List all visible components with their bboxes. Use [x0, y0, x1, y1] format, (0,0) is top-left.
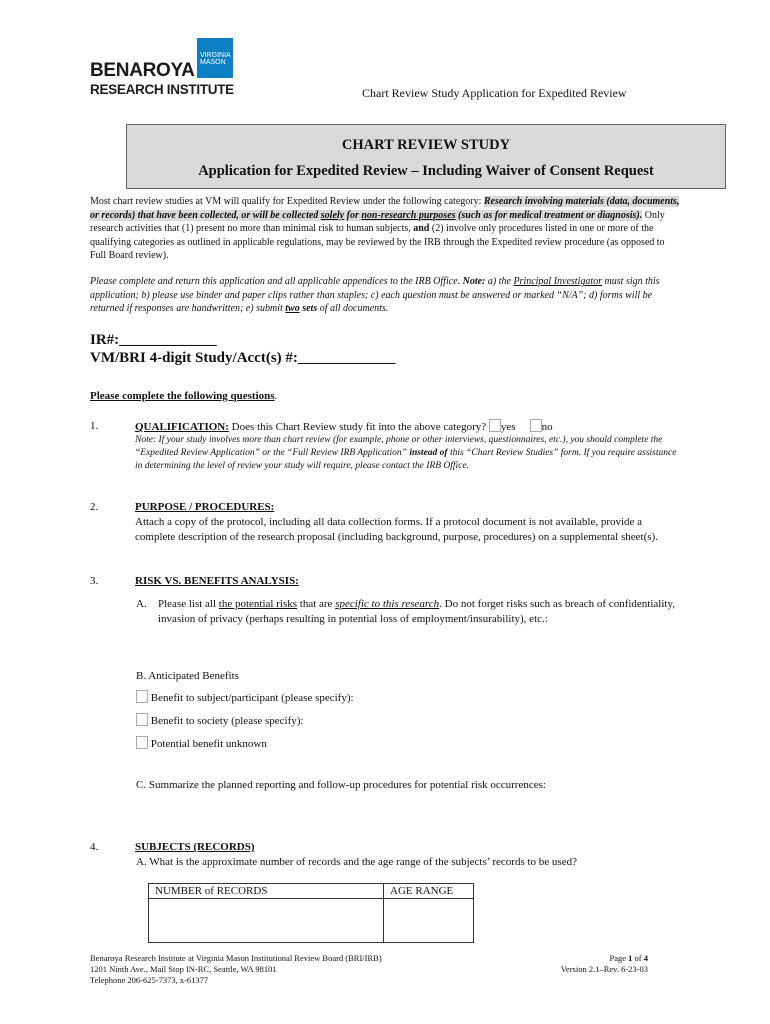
q4a-text: A. What is the approximate number of records and the age range of the subjects’ records to be used? — [136, 856, 577, 868]
q3a-text1: Please list all — [158, 598, 219, 610]
instructions-paragraph — [90, 275, 680, 316]
col-number-of-records: NUMBER of RECORDS — [149, 884, 384, 899]
q2-number: 2. — [90, 501, 99, 513]
q4-label: SUBJECTS (RECORDS) — [135, 841, 255, 853]
intro-paragraph — [90, 195, 680, 263]
title-box — [126, 124, 726, 189]
q3-number: 3. — [90, 575, 99, 587]
page-indicator — [561, 953, 648, 964]
q1-question: Does this Chart Review study fit into the above category? — [228, 421, 489, 433]
col-age-range: AGE RANGE — [384, 884, 474, 899]
footer-line2: 1201 Ninth Ave., Mail Stop IN-RC, Seattle, WA 98101 — [90, 964, 277, 974]
q2-text: Attach a copy of the protocol, including all data collection forms. If a protocol document is not available, provide a complete description of the research proposal (including background, purpose, procedures) on a supplemental sheet(s). — [135, 516, 658, 543]
complete-heading — [90, 389, 277, 404]
intro-hl-text: Research involving materials (data, documents, or records) that have been collected, or will be collected — [90, 196, 680, 221]
footer-line3: Telephone 206-625-7373, x-61377 — [90, 975, 209, 985]
table-header-row — [149, 884, 474, 899]
instr-two: two — [285, 303, 300, 314]
benefit-row-2 — [136, 713, 303, 729]
title-line1: CHART REVIEW STUDY — [341, 137, 511, 153]
q3a-specific: specific to this research — [335, 598, 440, 610]
intro-and: and — [413, 223, 430, 234]
q1-yes-label: yes — [500, 421, 516, 433]
intro-hl-for: for — [344, 209, 362, 221]
q1-label: QUALIFICATION: — [135, 421, 229, 433]
instr-text-c: must sign this application; b) please use binder and paper clips rather than staples; c) each question must be answered or marked “N/A”; d) forms will be returned if responses are handwritten; e) submit — [90, 276, 660, 314]
q1-note-text-b: this “Chart Review Studies” form. If you require assistance in determining the level of review your study will require, please contact the IRB Office. — [135, 448, 677, 471]
intro-text-b: Only research activities that (1) present no more than minimal risk to human subjects, — [90, 209, 665, 234]
intro-hl-end: (such as for medical treatment or diagnosis). — [455, 209, 643, 221]
intro-text-c: (2) involve only procedures listed in one or more of the qualifying categories as outlined in applicable regulations, may be reviewed by the IRB through the Expedited review procedure (as opposed to Full Board review). — [90, 223, 665, 261]
q1-line — [135, 419, 695, 435]
footer-left — [90, 953, 382, 986]
logo-line1: BENAROYA — [90, 60, 195, 81]
intro-solely: solely — [320, 209, 345, 221]
q1-yes-checkbox[interactable] — [489, 419, 501, 432]
q1-no-checkbox[interactable] — [530, 419, 542, 432]
benefit-row-3 — [136, 736, 267, 752]
q1-note — [135, 434, 680, 473]
q3c-text: C. Summarize the planned reporting and follow-up procedures for potential risk occurrences: — [136, 779, 546, 791]
instr-text-d: of all documents. — [317, 303, 389, 314]
title-line2: Application for Expedited Review – Including Waiver of Consent Request — [198, 163, 654, 179]
q3-label: RISK VS. BENEFITS ANALYSIS: — [135, 575, 299, 587]
page-of: of — [632, 953, 644, 963]
header-title: Chart Review Study Application for Expedited Review — [362, 86, 627, 100]
benefit-subject-checkbox[interactable] — [136, 690, 148, 703]
complete-heading-period: . — [274, 390, 278, 402]
page-number: 1 — [628, 953, 633, 963]
table-row — [149, 899, 474, 943]
version: Version 2.1–Rev. 6-23-03 — [560, 964, 648, 974]
benefit-unknown-checkbox[interactable] — [136, 736, 148, 749]
q1-note-text: Note: If your study involves more than chart review (for example, phone or other interviews, questionnaires, etc.), you should complete the “Expedited Review Application” or the “Full Review IRB Application” — [135, 435, 663, 458]
benefit-unknown-label: Potential benefit unknown — [150, 738, 267, 750]
page-label: Page — [609, 953, 629, 963]
page-total: 4 — [643, 953, 648, 963]
q1-no-label: no — [541, 421, 553, 433]
q3a-letter: A. — [136, 598, 147, 610]
benefit-society-label: Benefit to society (please specify): — [150, 715, 304, 727]
q3a-text — [158, 597, 683, 627]
instr-pi: Principal Investigator — [513, 276, 603, 287]
records-table — [148, 883, 474, 943]
footer-line1: Benaroya Research Institute at Virginia Mason Institutional Review Board (BRI/IRB) — [90, 953, 382, 963]
benefit-society-checkbox[interactable] — [136, 713, 148, 726]
instr-text: Please complete and return this application and all applicable appendices to the IRB Office. — [90, 276, 463, 287]
complete-heading-text: Please complete the following questions — [90, 390, 275, 402]
instr-text-b: a) the — [485, 276, 514, 287]
logo-line2: RESEARCH INSTITUTE — [90, 82, 234, 97]
records-input-cell[interactable] — [149, 899, 384, 943]
ir-number-field[interactable]: IR#:_____________ — [90, 332, 217, 348]
q3a-text2: that are — [297, 598, 336, 610]
age-range-input-cell[interactable] — [384, 899, 474, 943]
virginia-mason-badge — [197, 38, 233, 78]
benefit-subject-label: Benefit to subject/participant (please specify): — [150, 692, 354, 704]
logo — [90, 38, 240, 100]
badge-line2: MASON — [200, 59, 226, 66]
intro-nonresearch: non-research purposes — [361, 209, 456, 221]
q3a-potential-risks: the potential risks — [218, 598, 298, 610]
badge-line1: VIRGINIA — [200, 52, 231, 59]
q2-label: PURPOSE / PROCEDURES: — [135, 501, 275, 513]
q4-number: 4. — [90, 841, 99, 853]
footer-right — [561, 953, 648, 975]
study-account-field[interactable]: VM/BRI 4-digit Study/Acct(s) #:_____________ — [90, 350, 396, 366]
instr-sets: sets — [302, 303, 318, 314]
q1-note-instead: instead of — [409, 448, 448, 458]
intro-text: Most chart review studies at VM will qualify for Expedited Review under the following category: — [90, 196, 484, 207]
q3b-heading: B. Anticipated Benefits — [136, 670, 239, 682]
benefit-row-1 — [136, 690, 354, 706]
instr-note: Note: — [462, 276, 486, 287]
q1-number: 1. — [90, 420, 99, 432]
q3a-text3: . Do not forget risks such as breach of confidentiality, invasion of privacy (perhaps resulting in potential loss of employment/insurability), etc.: — [158, 598, 676, 625]
